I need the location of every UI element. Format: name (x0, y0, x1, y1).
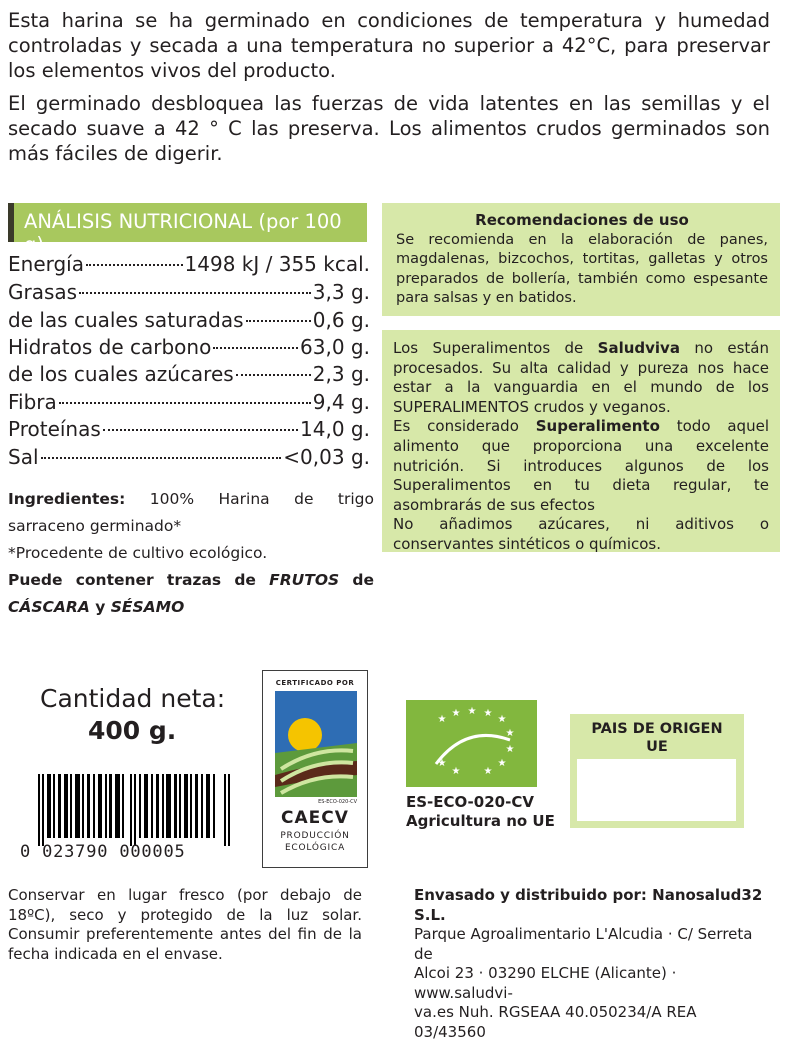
svg-text:★: ★ (483, 708, 493, 719)
nutrition-value: 14,0 g. (300, 417, 370, 441)
ingredients-label: Ingredientes: (8, 490, 126, 508)
nutrition-value: 0,6 g. (312, 308, 370, 332)
eu-organic-code: ES-ECO-020-CV (406, 793, 534, 811)
superfood-box (382, 330, 780, 552)
origin-box (570, 714, 744, 828)
distributor-line-3: va.es Nuh. RGSEAA 40.050234/A REA 03/43560 (414, 1003, 697, 1041)
recommendations-title: Recomendaciones de uso (475, 211, 689, 229)
caecv-certified-by: CERTIFICADO POR (275, 679, 355, 687)
nutrition-row-salt (8, 445, 370, 471)
nutrition-row-sugars (8, 362, 370, 388)
nutrition-value: 9,4 g. (312, 390, 370, 414)
eu-organic-origin: Agricultura no UE (406, 812, 555, 830)
storage-instructions: Conservar en lugar fresco (por debajo de 18ºC), seco y protegido de la luz solar. Consumir preferentemente antes del fin de la fecha indicada en el envase. (8, 886, 362, 963)
nutrition-value: 2,3 g. (312, 362, 370, 386)
origin-value: UE (646, 739, 668, 755)
nutrition-row-fat (8, 280, 370, 306)
ingredients-note: *Procedente de cultivo ecológico. (8, 544, 268, 562)
caecv-emblem-icon (275, 691, 357, 797)
caecv-name: CAECV (281, 808, 349, 828)
nutrition-value: 3,3 g. (312, 280, 370, 304)
nutrition-label: de las cuales saturadas (8, 308, 244, 332)
intro-paragraph-2: El germinado desbloquea las fuerzas de vida latentes en las semillas y el secado suave a 42 ° C las preserva. Los alimentos crudos germinados son más fáciles de digerir. (8, 92, 770, 165)
nutrition-row-saturated (8, 308, 370, 334)
nutrition-header-title: ANÁLISIS NUTRICIONAL (por 100 g) (24, 210, 342, 256)
ingredients-section (8, 486, 374, 621)
nutrition-label: Fibra (8, 390, 57, 414)
nutrition-value: 63,0 g. (300, 335, 370, 359)
svg-text:★: ★ (437, 714, 447, 725)
nutrition-row-carbs (8, 335, 370, 361)
distributor-title: Envasado y distribuido por: Nanosalud32 S.L. (414, 886, 763, 924)
svg-text:★: ★ (451, 766, 461, 777)
barcode-number: 0 023790 000005 (20, 842, 186, 862)
superfood-paragraph-1: Los Superalimentos de Saludviva no están procesados. Su alta calidad y pureza nos hace estar a la vanguardia en el mundo de los SUPERALIMENTOS crudos y veganos. (393, 339, 769, 416)
net-quantity-label: Cantidad neta: (40, 684, 226, 713)
svg-text:★: ★ (483, 766, 493, 777)
nutrition-label: Proteínas (8, 417, 101, 441)
nutrition-label: Hidratos de carbono (8, 335, 212, 359)
nutrition-value: <0,03 g. (283, 445, 370, 469)
nutrition-value: 1498 kJ / 355 kcal. (184, 252, 370, 276)
eu-organic-text (406, 793, 555, 831)
intro-paragraph-1: Esta harina se ha germinado en condiciones de temperatura y humedad controladas y secada a una temperatura no superior a 42°C, para preservar los elementos vivos del producto. (8, 9, 770, 82)
recommendations-box (382, 203, 780, 316)
caecv-sub-1: PRODUCCIÓN (280, 831, 350, 841)
origin-empty-field (577, 759, 736, 821)
nutrition-header (8, 203, 367, 256)
distributor-info (414, 886, 766, 1042)
intro-text (8, 8, 770, 174)
ingredients-text: Ingredientes: 100% Harina de trigo sarraceno germinado* (8, 490, 374, 535)
nutrition-label: Sal (8, 445, 39, 469)
origin-title: PAIS DE ORIGEN UE (570, 720, 744, 756)
svg-text:★: ★ (497, 758, 507, 769)
svg-text:★: ★ (505, 728, 515, 739)
nutrition-row-protein (8, 417, 370, 443)
nutrition-label: de los cuales azúcares (8, 362, 234, 386)
nutrition-label: Grasas (8, 280, 78, 304)
barcode-icon (38, 774, 230, 846)
superfood-paragraph-3: No añadimos azúcares, ni aditivos o conservantes sintéticos o químicos. (393, 515, 769, 553)
superfood-term: Superalimento (535, 417, 660, 436)
nutrition-row-energy (8, 252, 370, 278)
nutrition-row-fiber (8, 390, 370, 416)
svg-text:★: ★ (497, 714, 507, 725)
brand-name: Saludviva (597, 339, 680, 357)
eu-organic-leaf-icon (406, 700, 537, 787)
superfood-paragraph-2: Es considerado Superalimento todo aquel alimento que proporciona una excelente nutrición. Si introduces algunos de los Superalimentos en tu dieta regular, te asombrarás de sus efectos (393, 417, 769, 514)
svg-text:★: ★ (467, 706, 477, 717)
svg-text:★: ★ (437, 758, 447, 769)
nutrition-label: Energía (8, 252, 84, 276)
distributor-line-1: Parque Agroalimentario L'Alcudia · C/ Serreta de (414, 925, 753, 963)
net-quantity-value: 400 g. (88, 716, 177, 745)
svg-text:★: ★ (451, 708, 461, 719)
distributor-line-2: Alcoi 23 · 03290 ELCHE (Alicante) · www.saludvi- (414, 964, 677, 1002)
svg-text:★: ★ (505, 744, 515, 755)
allergen-warning: Puede contener trazas de FRUTOS de CÁSCARA y SÉSAMO (8, 571, 374, 616)
caecv-sub-2: ECOLÓGICA (284, 843, 346, 853)
caecv-code: ES-ECO-020-CV (318, 799, 357, 805)
caecv-logo (262, 670, 368, 868)
recommendations-body: Se recomienda en la elaboración de panes, magdalenas, bizcochos, tortitas, galletas y otros preparados de bollería, también como espesante para salsas y en batidos. (396, 231, 768, 306)
